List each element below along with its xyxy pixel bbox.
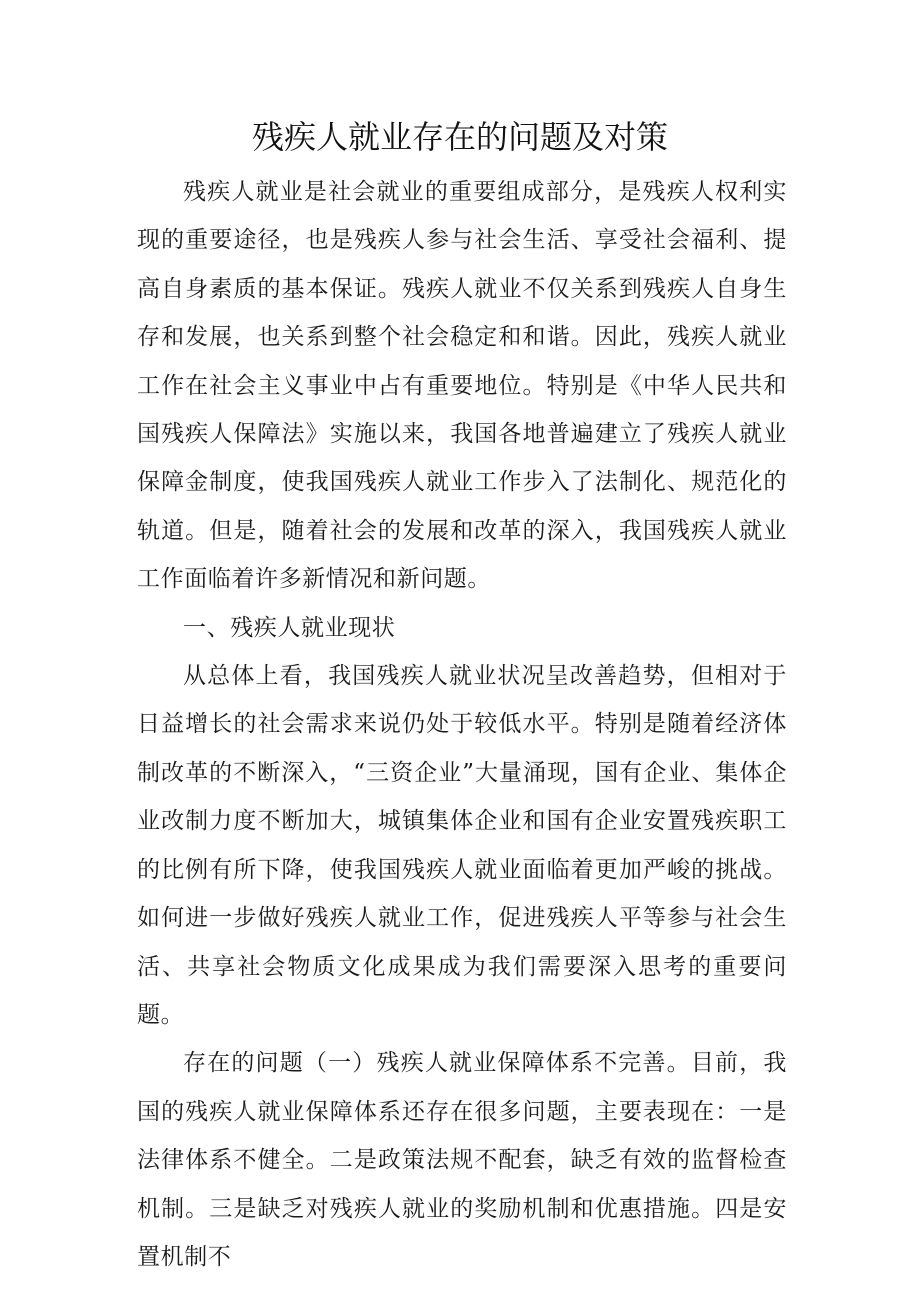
- paragraph-status: 从总体上看，我国残疾人就业状况呈改善趋势，但相对于日益增长的社会需求来说仍处于较低水平。特别是随着经济体制改革的不断深入，“三资企业”大量涌现，国有企业、集体企业改制力度不断加大，城镇集体企业和国有企业安置残疾职工的比例有所下降，使我国残疾人就业面临着更加严峻的挑战。如何进一步做好残疾人就业工作，促进残疾人平等参与社会生活、共享社会物质文化成果成为我们需要深入思考的重要问题。: [137, 663, 787, 1028]
- paragraph-problems: 存在的问题（一）残疾人就业保障体系不完善。目前，我国的残疾人就业保障体系还存在很多问题，主要表现在：一是法律体系不健全。二是政策法规不配套，缺乏有效的监督检查机制。三是缺乏对残疾人就业的奖励机制和优惠措施。四是安置机制不: [137, 1050, 787, 1270]
- document-body: [137, 168, 787, 1281]
- paragraph-intro: 残疾人就业是社会就业的重要组成部分，是残疾人权利实现的重要途径，也是残疾人参与社会生活、享受社会福利、提高自身素质的基本保证。残疾人就业不仅关系到残疾人自身生存和发展，也关系到整个社会稳定和和谐。因此，残疾人就业工作在社会主义事业中占有重要地位。特别是《中华人民共和国残疾人保障法》实施以来，我国各地普遍建立了残疾人就业保障金制度，使我国残疾人就业工作步入了法制化、规范化的轨道。但是，随着社会的发展和改革的深入，我国残疾人就业工作面临着许多新情况和新问题。: [137, 179, 787, 593]
- document-title: 残疾人就业存在的问题及对策: [251, 118, 668, 156]
- section-heading: 一、残疾人就业现状: [183, 614, 396, 641]
